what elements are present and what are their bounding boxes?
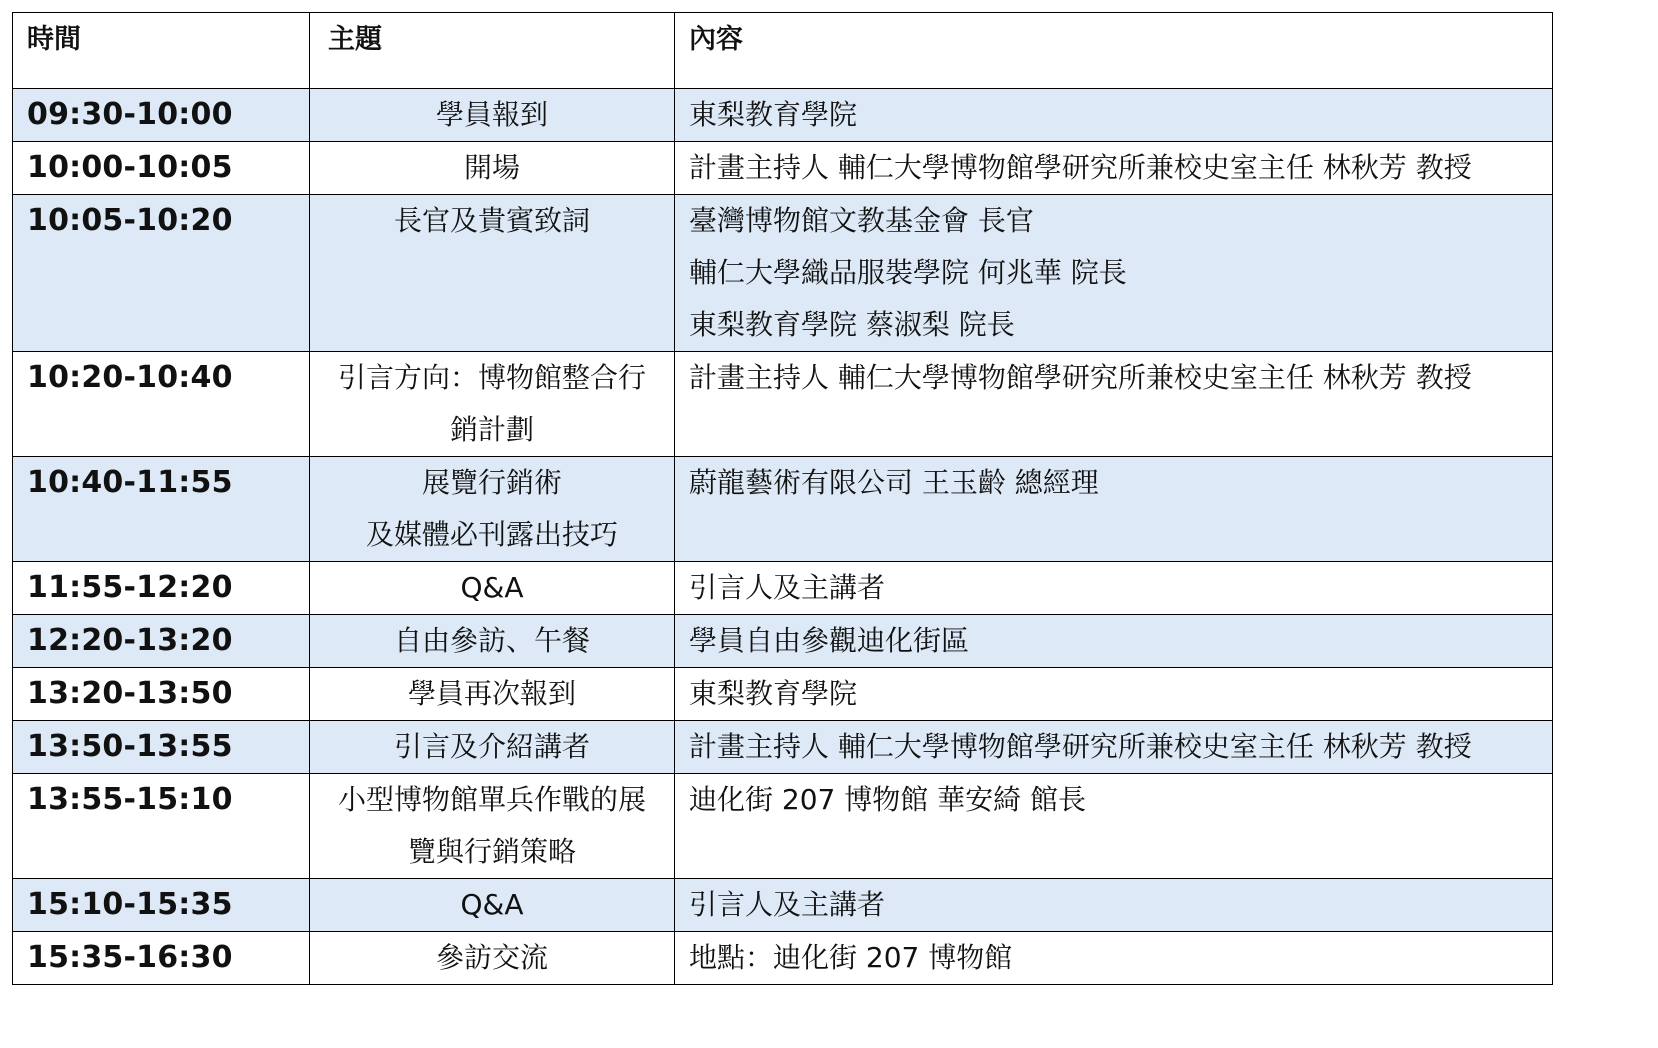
content-cell [675, 562, 1553, 615]
topic-line: 引言及介紹講者 [393, 730, 590, 763]
table-row [13, 89, 1553, 142]
topic-cell [310, 89, 675, 142]
header-time: 時間 [13, 13, 310, 89]
time-cell: 10:40-11:55 [13, 457, 310, 562]
time-cell: 09:30-10:00 [13, 89, 310, 142]
time-cell: 13:50-13:55 [13, 721, 310, 774]
table-row [13, 615, 1553, 668]
topic-cell [310, 195, 675, 352]
content-line: 輔仁大學織品服裝學院 何兆華 院長 [689, 256, 1127, 289]
table-row [13, 932, 1553, 985]
table-row [13, 879, 1553, 932]
content-line: 引言人及主講者 [689, 571, 886, 604]
content-cell [675, 774, 1553, 879]
content-line: 東梨教育學院 [689, 98, 858, 131]
topic-cell [310, 774, 675, 879]
content-line: 迪化街 207 博物館 華安綺 館長 [689, 783, 1087, 816]
time-cell: 10:20-10:40 [13, 352, 310, 457]
content-line: 計畫主持人 輔仁大學博物館學研究所兼校史室主任 林秋芳 教授 [689, 361, 1472, 394]
topic-line: 覽與行銷策略 [407, 835, 576, 868]
content-cell [675, 721, 1553, 774]
content-cell [675, 195, 1553, 352]
topic-line: 展覽行銷術 [421, 466, 562, 499]
topic-cell [310, 562, 675, 615]
content-line: 蔚龍藝術有限公司 王玉齡 總經理 [689, 466, 1099, 499]
topic-line: 學員再次報到 [407, 677, 576, 710]
header-topic: 主題 [310, 13, 675, 89]
table-row [13, 562, 1553, 615]
topic-cell [310, 352, 675, 457]
time-cell: 10:05-10:20 [13, 195, 310, 352]
content-cell [675, 89, 1553, 142]
topic-line: 長官及貴賓致詞 [393, 204, 590, 237]
table-row [13, 457, 1553, 562]
content-line: 臺灣博物館文教基金會 長官 [689, 204, 1034, 237]
topic-line: 小型博物館單兵作戰的展 [337, 783, 646, 816]
content-line: 東梨教育學院 蔡淑梨 院長 [689, 308, 1015, 341]
header-row [13, 13, 1553, 89]
topic-cell [310, 879, 675, 932]
schedule-table [12, 12, 1553, 985]
time-cell: 15:35-16:30 [13, 932, 310, 985]
content-cell [675, 668, 1553, 721]
topic-cell [310, 668, 675, 721]
time-cell: 13:55-15:10 [13, 774, 310, 879]
time-cell: 12:20-13:20 [13, 615, 310, 668]
header-content: 內容 [675, 13, 1553, 89]
content-cell [675, 142, 1553, 195]
topic-line: 參訪交流 [435, 941, 548, 974]
table-row [13, 195, 1553, 352]
content-line: 計畫主持人 輔仁大學博物館學研究所兼校史室主任 林秋芳 教授 [689, 151, 1472, 184]
table-row [13, 668, 1553, 721]
content-line: 地點：迪化街 207 博物館 [689, 941, 1013, 974]
schedule-body [13, 89, 1553, 985]
content-line: 引言人及主講者 [689, 888, 886, 921]
content-line: 東梨教育學院 [689, 677, 858, 710]
time-cell: 15:10-15:35 [13, 879, 310, 932]
content-line: 計畫主持人 輔仁大學博物館學研究所兼校史室主任 林秋芳 教授 [689, 730, 1472, 763]
topic-cell [310, 932, 675, 985]
content-cell [675, 615, 1553, 668]
topic-cell [310, 721, 675, 774]
table-row [13, 721, 1553, 774]
table-row [13, 352, 1553, 457]
topic-line: 銷計劃 [449, 413, 534, 446]
time-cell: 10:00-10:05 [13, 142, 310, 195]
time-cell: 13:20-13:50 [13, 668, 310, 721]
table-row [13, 142, 1553, 195]
content-cell [675, 457, 1553, 562]
time-cell: 11:55-12:20 [13, 562, 310, 615]
topic-cell [310, 142, 675, 195]
topic-cell [310, 615, 675, 668]
content-cell [675, 879, 1553, 932]
topic-line: Q&A [460, 888, 524, 921]
topic-line: Q&A [460, 571, 524, 604]
table-row [13, 774, 1553, 879]
topic-line: 引言方向：博物館整合行 [337, 361, 646, 394]
content-cell [675, 352, 1553, 457]
topic-line: 自由參訪、午餐 [393, 624, 590, 657]
content-line: 學員自由參觀迪化街區 [689, 624, 970, 657]
topic-line: 開場 [463, 151, 520, 184]
topic-cell [310, 457, 675, 562]
topic-line: 學員報到 [435, 98, 548, 131]
content-cell [675, 932, 1553, 985]
topic-line: 及媒體必刊露出技巧 [365, 518, 618, 551]
